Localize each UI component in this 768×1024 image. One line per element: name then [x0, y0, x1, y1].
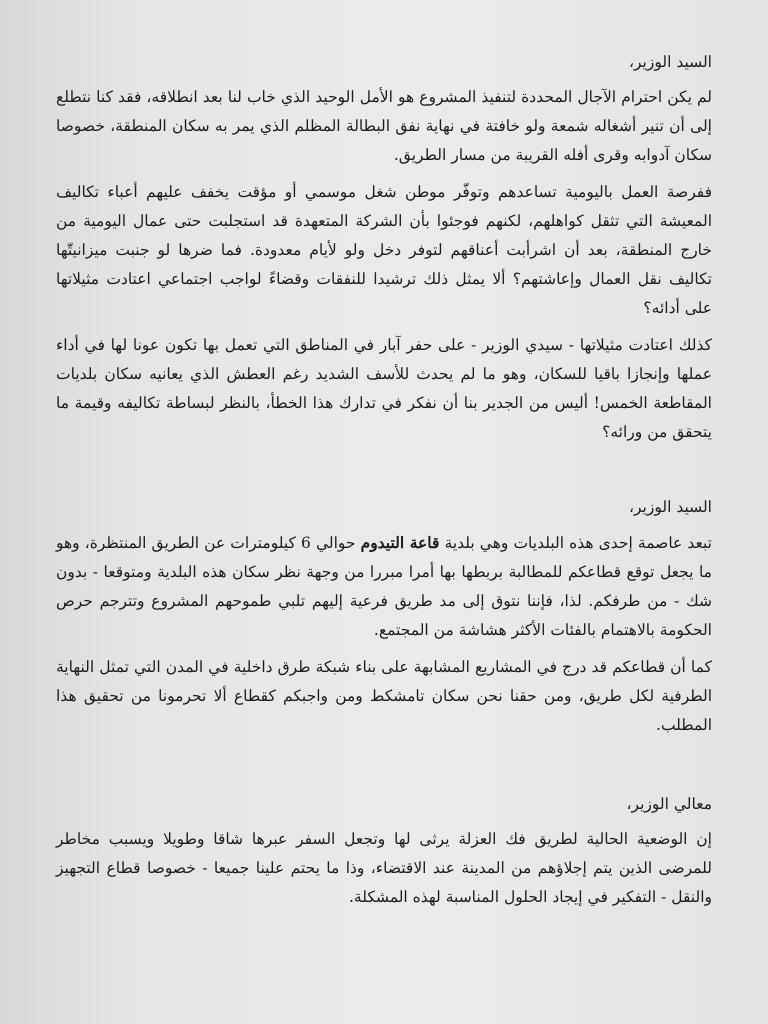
paragraph-1-2: ففرصة العمل باليومية تساعدهم وتوفّر موطن شغل موسمي أو مؤقت يخفف عليهم أعباء تكاليف المعيشة التي تثقل كواهلهم، لكنهم فوجئوا بأن الشركة المتعهدة قد استجلبت حتى عمال اليومية من خارج المنطقة، بعد أن اشرأبت أعناقهم لتوفر دخل ولو لأيام معدودة. فما ضرها لو جنبت ميزانيتّها تكاليف نقل العمال وإعاشتهم؟ ألا يمثل ذلك ترشيدا للنفقات وقضاءً لواجب اجتماعي اعتادت مثيلاتها على أدائه؟	[56, 183, 712, 317]
paragraph-3-1: إن الوضعية الحالية لطريق فك العزلة يرثى لها وتجعل السفر عبرها شاقا وطويلا ويسبب مخاطر للمرضى الذين يتم إجلاؤهم من المدينة عند الاقتضاء، وذا ما يحتم علينا جميعا - خصوصا قطاع التجهيز والنقل - التفكير في إيجاد الحلول المناسبة لهذه المشكلة.	[56, 830, 712, 906]
paragraph-1-1: لم يكن احترام الآجال المحددة لتنفيذ المشروع هو الأمل الوحيد الذي خاب لنا بعد انطلاقه، فقد كنا نتطلع إلى أن تنير أشغاله شمعة ولو خافتة في نهاية نفق البطالة المظلم الذي يمر به سكان المنطقة، خصوصا سكان آدوابه وقرى أفله القريبة من مسار الطريق.	[56, 88, 712, 164]
salutation-3: معالي الوزير،	[626, 795, 712, 813]
paragraph-2-1	[56, 528, 712, 645]
bold-town-name: قاعة التيدوم	[360, 533, 440, 552]
paragraph-2-1-start: تبعد عاصمة إحدى هذه البلديات وهي بلدية	[439, 534, 712, 552]
letter-section-2	[56, 493, 712, 740]
paragraph-2-1-end: حوالي 6 كيلومترات عن الطريق المنتظرة، وهو ما يجعل توقع قطاعكم للمطالبة بربطها بها أمرا مبررا من وجهة نظر سكان هذه البلدية ومتوقعا - بدون شك - من طرفكم. لذا، فإننا نتوق إلى مد طريق فرعية إليهم تلبي طموحهم المشروع وتترجم حرص الحكومة بالاهتمام بالفئات الأكثر هشاشة من المجتمع.	[56, 534, 712, 639]
paragraph-2-2: كما أن قطاعكم قد درج في المشاريع المشابهة على بناء شبكة طرق داخلية في المدن التي تمثل النهاية الطرفية لكل طريق، ومن حقنا نحن سكان تامشكط ومن واجبكم كقطاع ألا تحرمونا من تحقيق هذا المطلب.	[56, 658, 712, 734]
letter-page	[56, 48, 712, 920]
salutation-1: السيد الوزير،	[629, 53, 712, 71]
salutation-2: السيد الوزير،	[629, 498, 712, 516]
letter-section-1	[56, 48, 712, 447]
letter-section-3	[56, 790, 712, 912]
paragraph-1-3: كذلك اعتادت مثيلاتها - سيدي الوزير - على حفر آبار في المناطق التي تعمل بها تكون عونا لها في أداء عملها وإنجازا باقيا للسكان، وهو ما لم يحدث للأسف الشديد رغم العطش الذي يعانيه سكان بلديات المقاطعة الخمس! أليس من الجدير بنا أن نفكر في تدارك هذا الخطأ، بالنظر لبساطة تكاليفه وقيمة ما يتحقق من ورائه؟	[56, 336, 712, 441]
